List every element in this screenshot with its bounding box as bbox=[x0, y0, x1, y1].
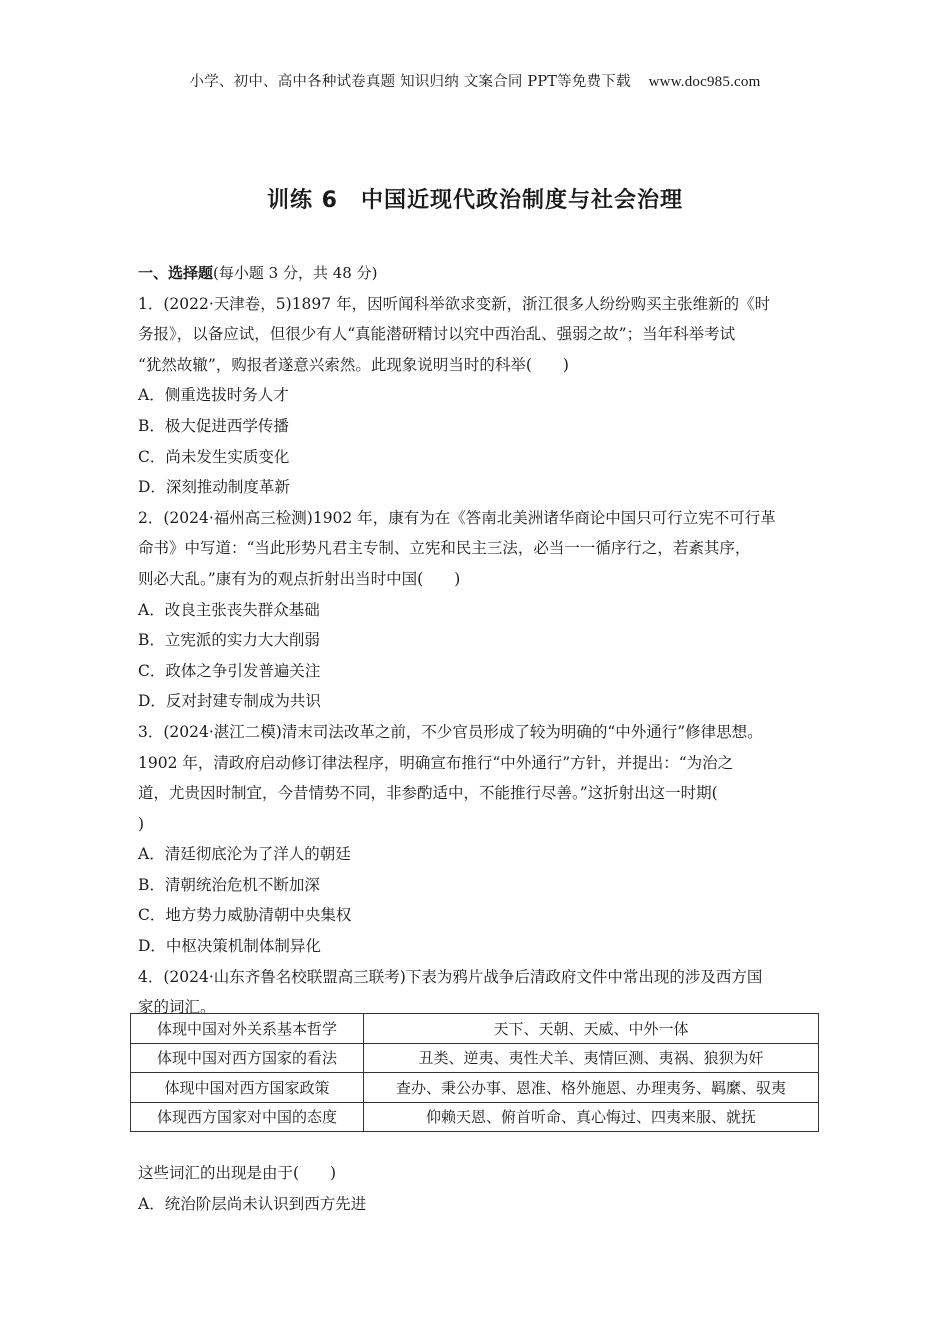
table-cell-category: 体现中国对西方国家政策 bbox=[131, 1073, 364, 1103]
question-2-option-b: B．立宪派的实力大大削弱 bbox=[138, 631, 320, 650]
question-1-option-d: D．深刻推动制度革新 bbox=[138, 478, 290, 497]
header-text: 小学、初中、高中各种试卷真题 知识归纳 文案合同 PPT等免费下载 bbox=[189, 74, 631, 90]
question-1-line: “犹然故辙”，购报者遂意兴索然。此现象说明当时的科举( ) bbox=[138, 355, 569, 374]
section-note: (每小题 3 分，共 48 分) bbox=[213, 264, 378, 282]
table-cell-category: 体现中国对外关系基本哲学 bbox=[131, 1014, 364, 1044]
table-cell-terms: 丑类、逆夷、夷性犬羊、夷情叵测、夷祸、狼狈为奸 bbox=[364, 1043, 819, 1073]
table-row bbox=[131, 1102, 819, 1132]
table-cell-category: 体现中国对西方国家的看法 bbox=[131, 1043, 364, 1073]
question-2-option-d: D．反对封建专制成为共识 bbox=[138, 692, 321, 711]
question-2-line: 2．(2024·福州高三检测)1902 年，康有为在《答南北美洲诸华商论中国只可行立宪不可行革 bbox=[138, 508, 776, 527]
table-row bbox=[131, 1073, 819, 1103]
question-4-line: 家的词汇。 bbox=[138, 998, 216, 1017]
question-1-line: 1．(2022·天津卷，5)1897 年，因听闻科举欲求变新，浙江很多人纷纷购买主张维新的《时 bbox=[138, 294, 771, 313]
question-content bbox=[138, 258, 823, 1023]
section-label: 一、选择题 bbox=[138, 264, 214, 282]
table-cell-terms: 天下、天朝、天威、中外一体 bbox=[364, 1014, 819, 1044]
question-3-line: ) bbox=[138, 814, 145, 833]
table-row bbox=[131, 1043, 819, 1073]
header-site-link[interactable]: www.doc985.com bbox=[648, 74, 761, 90]
question-4-continuation bbox=[138, 1158, 823, 1219]
question-2-line: 则必大乱。”康有为的观点折射出当时中国( ) bbox=[138, 569, 461, 588]
question-1-option-a: A．侧重选拔时务人才 bbox=[138, 386, 289, 405]
question-3-line: 1902 年，清政府启动修订律法程序，明确宣布推行“中外通行”方针，并提出：“为治之 bbox=[138, 753, 734, 772]
page-title: 训练 6 中国近现代政治制度与社会治理 bbox=[267, 188, 683, 213]
question-4-stem: 这些词汇的出现是由于( ) bbox=[138, 1164, 337, 1182]
question-2-option-a: A．改良主张丧失群众基础 bbox=[138, 600, 320, 619]
question-1-option-b: B．极大促进西学传播 bbox=[138, 416, 289, 435]
question-3-option-d: D．中枢决策机制体制异化 bbox=[138, 937, 321, 956]
question-3-option-a: A．清廷彻底沦为了洋人的朝廷 bbox=[138, 845, 351, 864]
question-1-line: 务报》，以备应试，但很少有人“真能潜研精讨以究中西治乱、强弱之故”；当年科举考试 bbox=[138, 325, 736, 344]
section-heading bbox=[138, 258, 823, 289]
table-row bbox=[131, 1014, 819, 1044]
page-header bbox=[0, 70, 950, 91]
question-3-option-b: B．清朝统治危机不断加深 bbox=[138, 875, 320, 894]
question-3-line: 3．(2024·湛江二模)清末司法改革之前，不少官员形成了较为明确的“中外通行”修律思想。 bbox=[138, 722, 763, 741]
table-cell-terms: 查办、秉公办事、恩准、格外施恩、办理夷务、羁縻、驭夷 bbox=[364, 1073, 819, 1103]
question-3-option-c: C．地方势力威胁清朝中央集权 bbox=[138, 906, 352, 925]
vocabulary-table bbox=[130, 1013, 819, 1132]
question-1-option-c: C．尚未发生实质变化 bbox=[138, 447, 290, 466]
table-cell-category: 体现西方国家对中国的态度 bbox=[131, 1102, 364, 1132]
question-3-line: 道，尤贵因时制宜，今昔情势不同，非参酌适中，不能推行尽善。”这折射出这一时期( bbox=[138, 784, 718, 803]
question-2-line: 命书》中写道：“当此形势凡君主专制、立宪和民主三法，必当一一循序行之，若紊其序， bbox=[138, 539, 751, 558]
table-cell-terms: 仰赖天恩、俯首听命、真心悔过、四夷来服、就抚 bbox=[364, 1102, 819, 1132]
question-4-option-a: A．统治阶层尚未认识到西方先进 bbox=[138, 1194, 367, 1213]
question-4-line: 4．(2024·山东齐鲁名校联盟高三联考)下表为鸦片战争后清政府文件中常出现的涉及西方国 bbox=[138, 967, 763, 986]
question-2-option-c: C．政体之争引发普遍关注 bbox=[138, 661, 321, 680]
